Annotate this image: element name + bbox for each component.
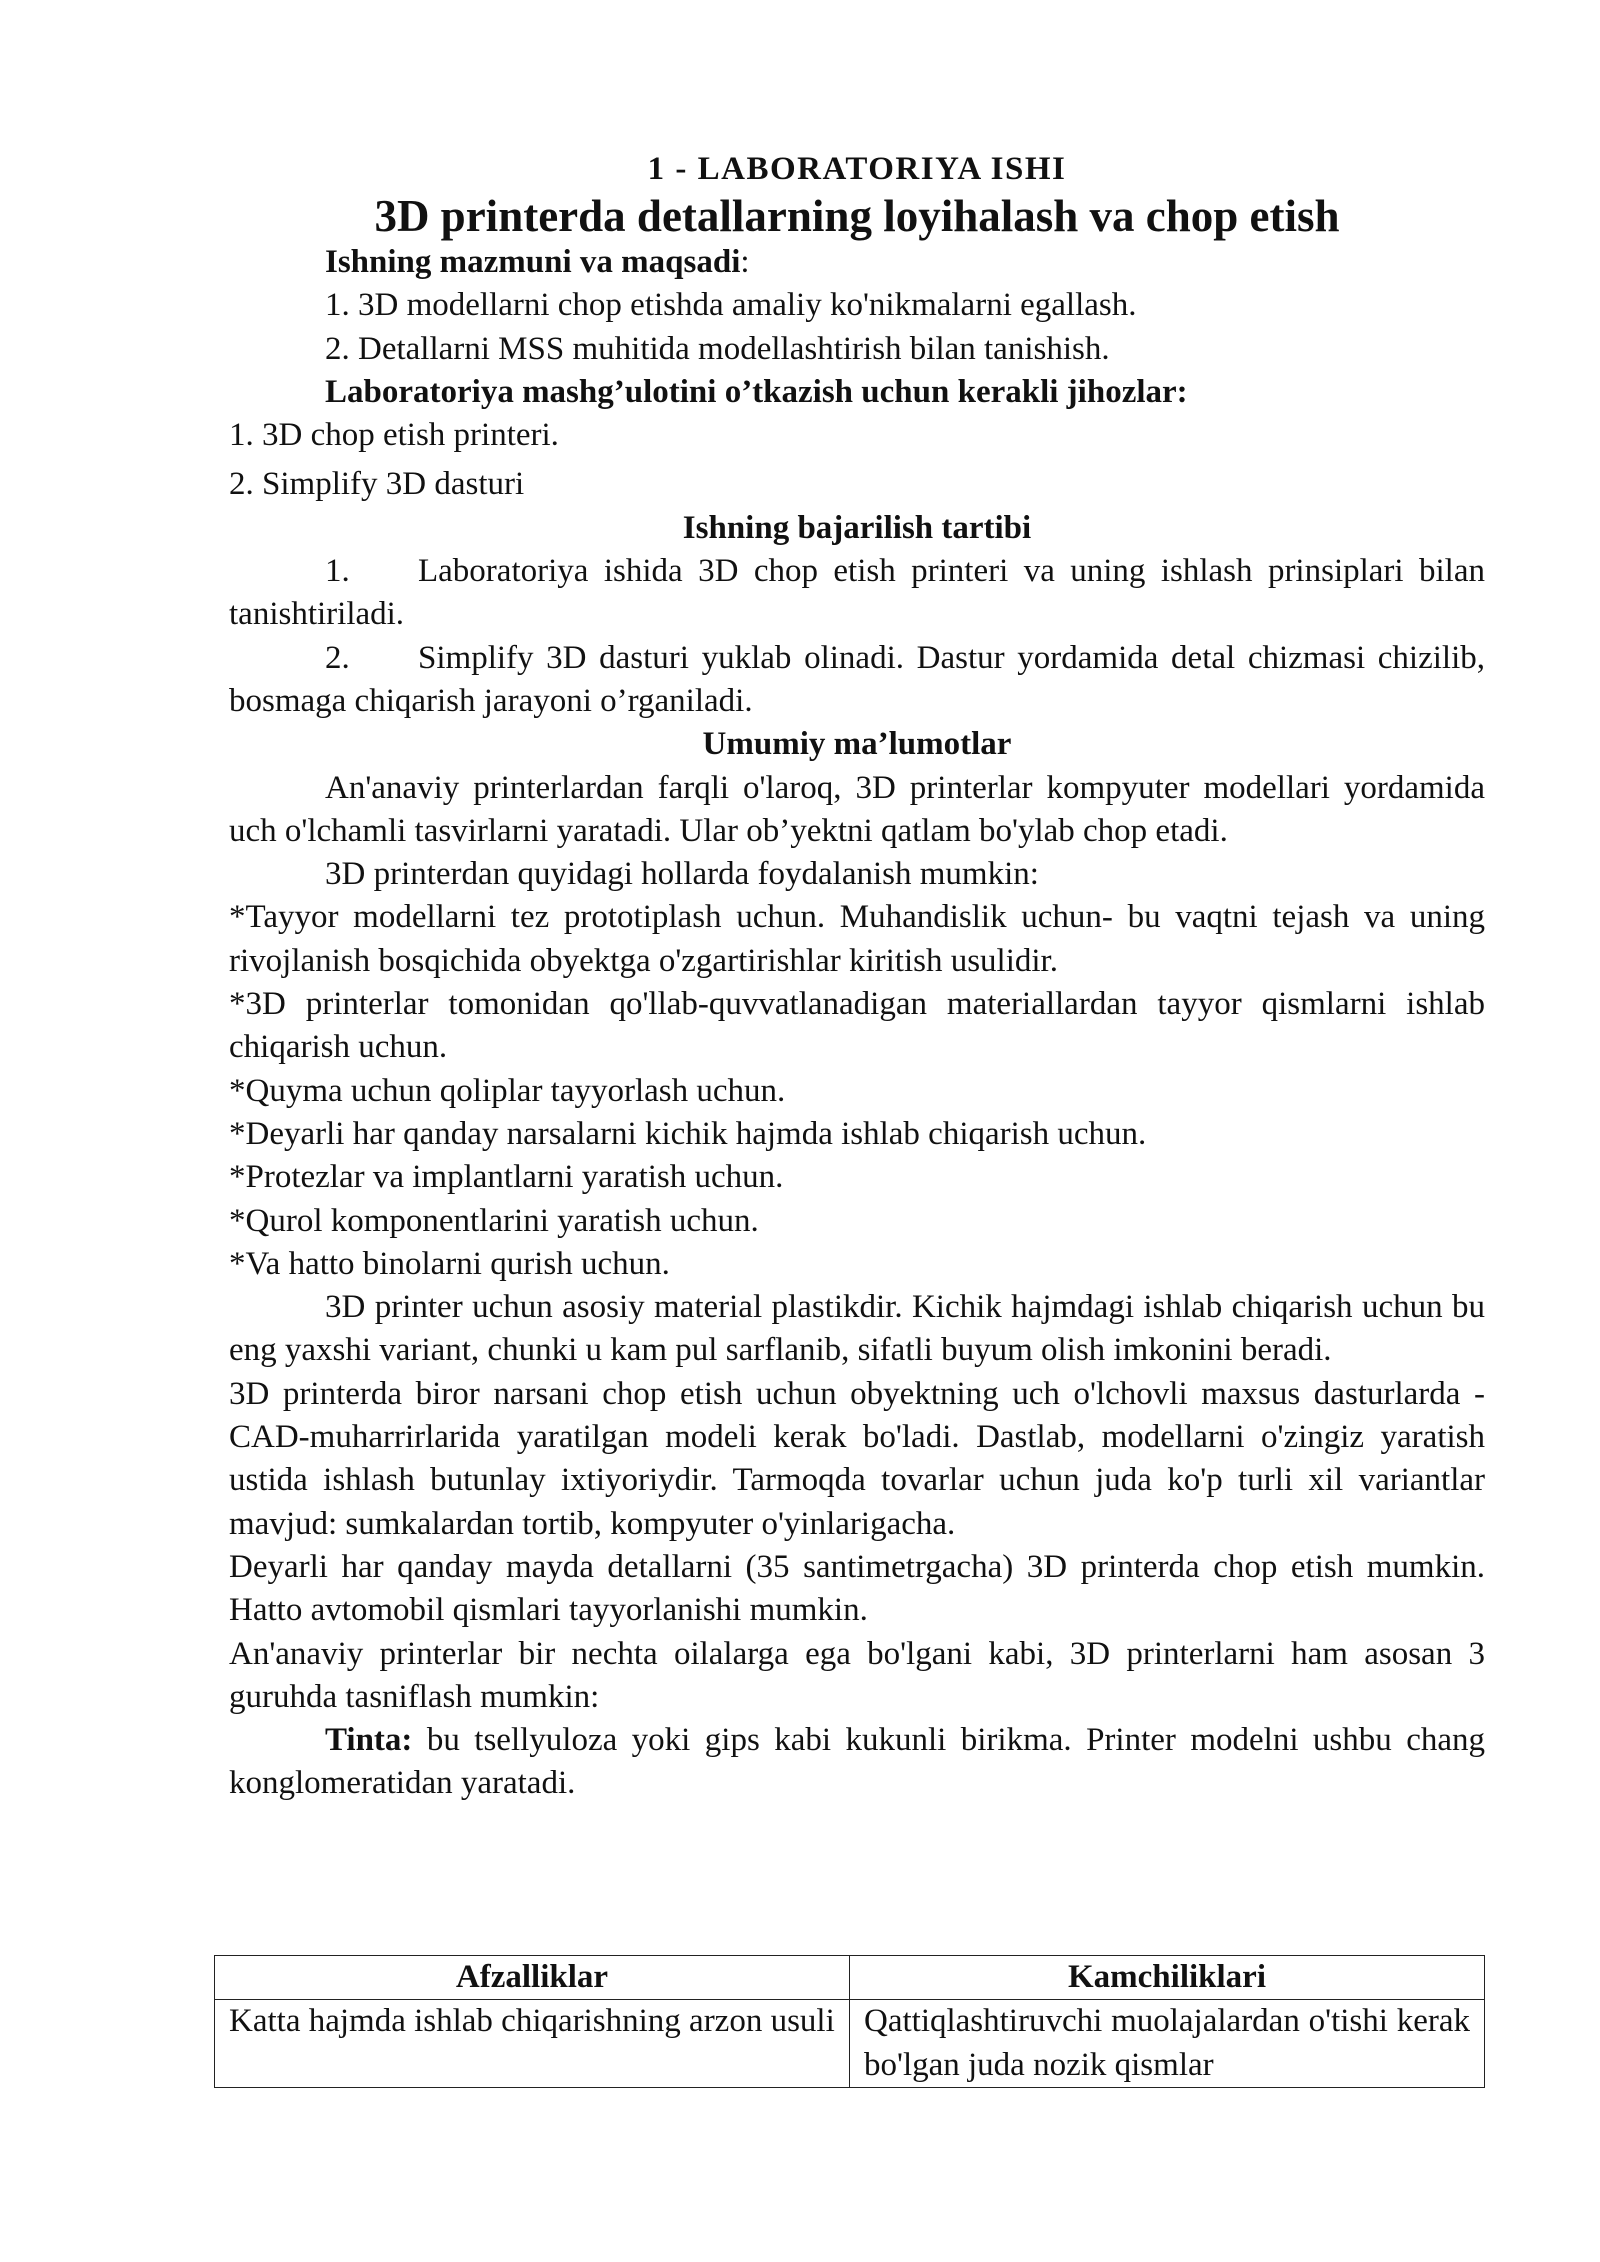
groups-paragraph: An'anaviy printerlar bir nechta oilalarga ega bo'lgani kabi, 3D printerlarni ham asosan 3 guruhda tasniflash mumkin: (229, 1635, 1485, 1715)
table-row (215, 2000, 1485, 2088)
procedure-text: Simplify 3D dasturi yuklab olinadi. Dastur yordamida detal chizmasi chizilib, bosmaga chiqarish jarayoni o’rganiladi. (229, 639, 1485, 719)
procedure-number: 2. (325, 639, 350, 676)
lab-label: 1 - LABORATORIYA ISHI (647, 151, 1067, 187)
procedure-item (229, 637, 1485, 724)
equipment-item: 1. 3D chop etish printeri. (229, 417, 559, 454)
tinta-text: bu tsellyuloza yoki gips kabi kukunli birikma. Printer modelni ushbu chang konglomeratidan yaratadi. (229, 1722, 1485, 1802)
use-item: *3D printerlar tomonidan qo'llab-quvvatlanadigan materiallardan tayyor qismlarni ishlab chiqarish uchun. (229, 986, 1485, 1066)
equipment-heading: Laboratoriya mashg’ulotini o’tkazish uchun kerakli jihozlar: (325, 373, 1188, 410)
material-paragraph: 3D printer uchun asosiy material plastikdir. Kichik hajmdagi ishlab chiqarish uchun bu eng yaxshi variant, chunki u kam pul sarflanib, sifatli buyum olish imkonini beradi. (229, 1289, 1485, 1369)
use-item: *Deyarli har qanday narsalarni kichik hajmda ishlab chiqarish uchun. (229, 1115, 1147, 1152)
uses-intro: 3D printerdan quyidagi hollarda foydalanish mumkin: (325, 856, 1039, 893)
aim-heading-line (229, 241, 1485, 284)
procedure-text: Laboratoriya ishida 3D chop etish printeri va uning ishlash prinsiplari bilan tanishtiriladi. (229, 553, 1485, 633)
aim-heading-colon: : (740, 244, 750, 280)
document-page (229, 148, 1485, 1806)
aim-item: 2. Detallarni MSS muhitida modellashtirish bilan tanishish. (325, 330, 1110, 367)
use-item: *Quyma uchun qoliplar tayyorlash uchun. (229, 1072, 786, 1109)
general-heading: Umumiy ma’lumotlar (702, 726, 1012, 763)
advantage-cell: Katta hajmda ishlab chiqarishning arzon usuli (215, 2000, 850, 2088)
use-item: *Protezlar va implantlarni yaratish uchun. (229, 1159, 784, 1196)
procedure-number: 1. (325, 553, 350, 590)
tinta-label: Tinta: (325, 1722, 413, 1759)
use-item: *Va hatto binolarni qurish uchun. (229, 1245, 670, 1282)
advantages-table (214, 1955, 1485, 2088)
equipment-item: 2. Simplify 3D dasturi (229, 466, 525, 503)
use-item: *Qurol komponentlarini yaratish uchun. (229, 1202, 759, 1239)
aim-item: 1. 3D modellarni chop etishda amaliy ko'nikmalarni egallash. (325, 287, 1137, 324)
disadvantages-header: Kamchiliklari (850, 1956, 1485, 2000)
document-title: 3D printerda detallarning loyihalash va chop etish (374, 191, 1340, 241)
cad-paragraph: 3D printerda biror narsani chop etish uchun obyektning uch o'lchovli maxsus dasturlarda - CAD-muharrirlarida yaratilgan modeli kerak bo'ladi. Dastlab, modellarni o'zingiz yaratish ustida ishlash butunlay ixtiyoriydir. Tarmoqda tovarlar uchun juda ko'p turli xil variantlar mavjud: sumkalardan tortib, kompyuter o'yinlarigacha. (229, 1375, 1485, 1542)
procedure-item (229, 550, 1485, 637)
disadvantage-cell: Qattiqlashtiruvchi muolajalardan o'tishi kerak bo'lgan juda nozik qismlar (850, 2000, 1485, 2088)
tinta-paragraph (229, 1719, 1485, 1806)
aim-heading: Ishning mazmuni va maqsadi (325, 244, 741, 280)
table-header-row (215, 1956, 1485, 2000)
intro-paragraph: An'anaviy printerlardan farqli o'laroq, 3D printerlar kompyuter modellari yordamida uch o'lchamli tasvirlarni yaratadi. Ular ob’yektni qatlam bo'ylab chop etadi. (229, 769, 1485, 849)
use-item: *Tayyor modellarni tez prototiplash uchun. Muhandislik uchun- bu vaqtni tejash va uning rivojlanish bosqichida obyektga o'zgartirishlar kiritish usulidir. (229, 899, 1485, 979)
advantages-header: Afzalliklar (215, 1956, 850, 2000)
size-paragraph: Deyarli har qanday mayda detallarni (35 santimetrgacha) 3D printerda chop etish mumkin. Hatto avtomobil qismlari tayyorlanishi mumkin. (229, 1548, 1485, 1629)
procedure-heading: Ishning bajarilish tartibi (682, 509, 1032, 546)
